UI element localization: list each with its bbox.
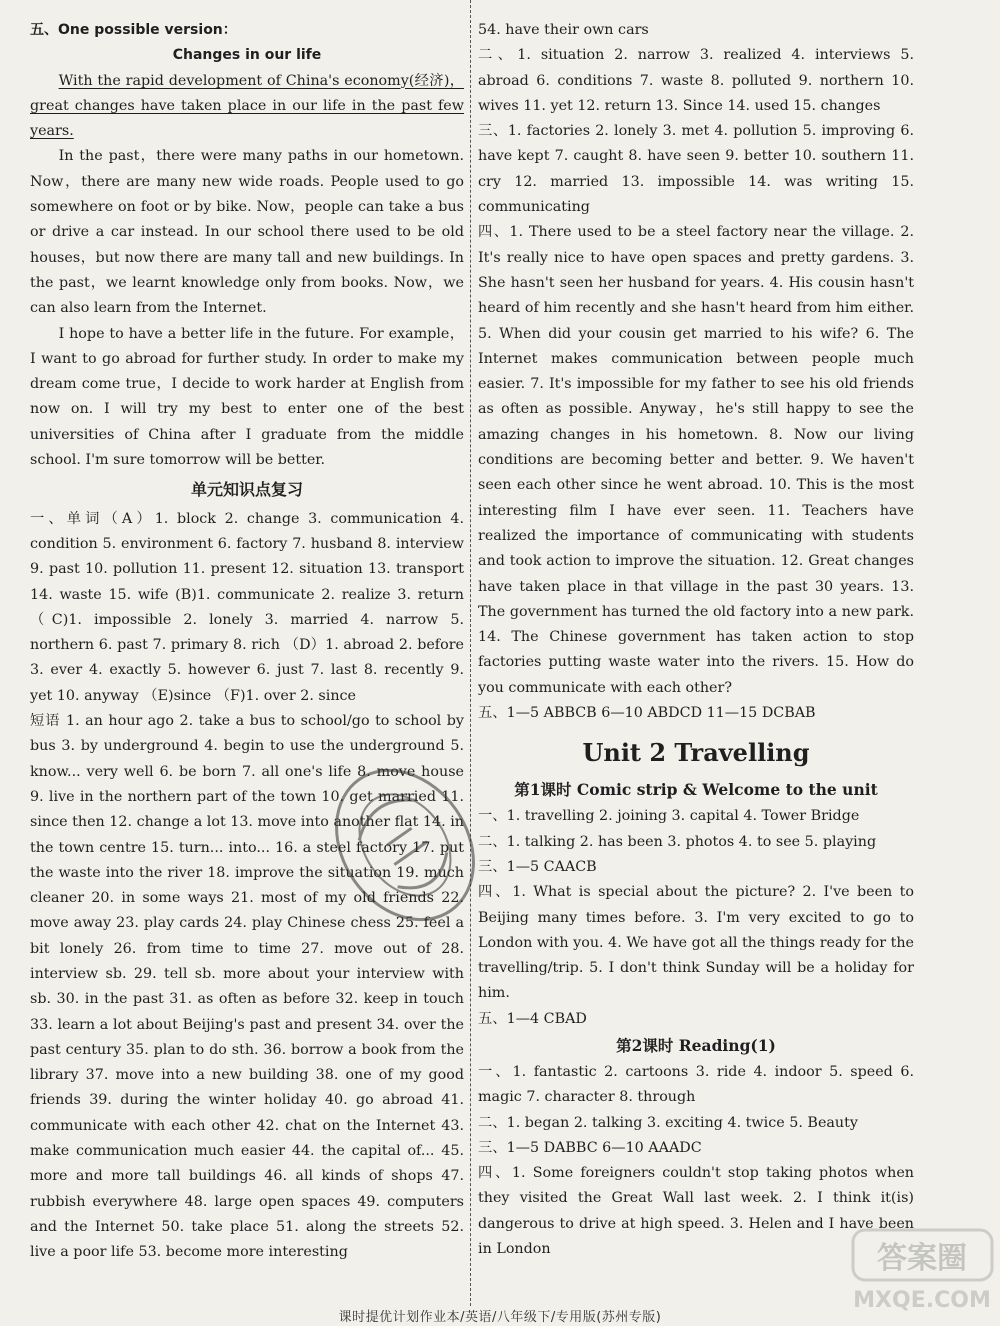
review-title: 单元知识点复习	[190, 480, 303, 500]
essay-paragraph-1: In the past，there were many paths in our hometown. Now，there are many new wide roads. People used to go somewhere on foot or by bike. Now，people can take a bus or drive a car instead. In our school there used to be old houses，but now there are many tall and new buildings. In the past，we learnt knowledge only from books. Now，we can also learn from the Internet.	[30, 148, 464, 317]
left-column	[30, 18, 464, 1266]
lesson-1-section-4: 四、1. What is special about the picture? 2. I've been to Beijing many times before. 3. I'm very excited to go to London with you. 4. We have got all the things ready for the travelling/trip. 5. I don't think Sunday will be a holiday for him.	[478, 884, 914, 1002]
lesson-2-section-3: 三、1—5 DABBC 6—10 AAADC	[478, 1139, 702, 1156]
section-4-answers: 四、1. There used to be a steel factory near the village. 2. It's really nice to have open spaces and pretty gardens. 3. She hasn't seen her husband for years. 4. His cousin hasn't heard of him recently and she hasn't heard from him either. 5. When did your cousin get married to his wife? 6. The Internet makes communication between people much easier. 7. It's impossible for my father to see his old friends as often as possible. Anyway，he's still happy to see the amazing changes in his hometown. 8. Now our living conditions are becoming better and better. 9. We haven't seen each other since he went abroad. 10. This is the most interesting film I have ever seen. 11. Teachers have realized the importance of communicating with students and took action to improve the situation. 12. Great changes have taken place in that village in the past 30 years. 13. The government has turned the old factory into a new park. 14. The Chinese government has taken action to stop factories putting waste water into the rivers. 15. How do you communicate with each other?	[478, 224, 914, 696]
lesson-2-section-1: 一、1. fantastic 2. cartoons 3. ride 4. indoor 5. speed 6. magic 7. character 8. through	[478, 1063, 914, 1106]
lesson-1-section-2: 二、1. talking 2. has been 3. photos 4. to see 5. playing	[478, 833, 877, 850]
unit-title: Unit 2 Travelling	[582, 738, 810, 768]
section-5-answers: 五、1—5 ABBCB 6—10 ABDCD 11—15 DCBAB	[478, 705, 816, 722]
page-footer: 课时提优计划作业本/英语/八年级下/专用版(苏州专版)	[338, 1310, 662, 1325]
lesson-1-section-3: 三、1—5 CAACB	[478, 858, 597, 875]
svg-text:答案圈: 答案圈	[877, 1241, 967, 1276]
essay-paragraph-2: I hope to have a better life in the future. For example，I want to go abroad for further study. In order to make my dream come true，I decide to work harder at English from now on. I will try my best to enter one of the best universities of China after I graduate from the middle school. I'm sure tomorrow will be better.	[30, 325, 464, 469]
essay-intro: With the rapid development of China's economy(经济)，great changes have taken place in our life in the past few years.	[30, 72, 464, 140]
essay-title: Changes in our life	[172, 47, 322, 64]
section-2-answers: 二、1. situation 2. narrow 3. realized 4. interviews 5. abroad 6. conditions 7. waste 8. polluted 9. northern 10. wives 11. yet 12. return 13. Since 14. used 15. changes	[478, 47, 914, 114]
lesson-2-section-4: 四、1. Some foreigners couldn't stop taking photos when they visited the Great Wall last week. 2. I think it(is) dangerous to drive at high speed. 3. Helen and I have been in London	[478, 1165, 914, 1258]
lesson-2-section-2: 二、1. began 2. talking 3. exciting 4. twice 5. Beauty	[478, 1114, 858, 1131]
site-logo	[850, 1225, 995, 1315]
lesson-1-heading: 第1课时 Comic strip & Welcome to the unit	[514, 780, 878, 800]
lesson-2-heading: 第2课时 Reading(1)	[616, 1035, 776, 1055]
phrase-answers: 短语 1. an hour ago 2. take a bus to school/go to school by bus 3. by underground 4. begin to use the underground 5. know... very well 6. be born 7. all one's life 8. move house 9. live in the northern part of the town 10. get married 11. since then 12. change a lot 13. move into another flat 14. in the town centre 15. turn... into... 16. a steel factory 17. put the waste into the river 18. improve the situation 19. much cleaner 20. in some ways 21. most of my old friends 22. move away 23. play cards 24. play Chinese chess 25. feel a bit lonely 26. from time to time 27. move out of 28. interview sb. 29. tell sb. more about your interview with sb. 30. in the past 31. as often as before 32. keep in touch 33. learn a lot about Beijing's past and present 34. over the past century 35. plan to do sth. 36. borrow a book from the library 37. move into a new building 38. one of my good friends 39. during the winter holiday 40. go abroad 41. communicate with each other 42. chat on the Internet 43. make communication much easier 44. the capital of... 45. more and more tall buildings 46. all kinds of shops 47. rubbish everywhere 48. large open spaces 49. computers and the Internet 50. take place 51. along the streets 52. live a poor life 53. become more interesting	[30, 713, 464, 1261]
section-3-answers: 三、1. factories 2. lonely 3. met 4. pollution 5. improving 6. have kept 7. caught 8. have seen 9. better 10. southern 11. cry 12. married 13. impossible 14. was writing 15. communicating	[478, 123, 914, 216]
vocabulary-answers: 一、单词（A）1. block 2. change 3. communication 4. condition 5. environment 6. factory 7. husband 8. interview 9. past 10. pollution 11. present 12. situation 13. transport 14. waste 15. wife (B)1. communicate 2. realize 3. return （C)1. impossible 2. lonely 3. married 4. narrow 5. northern 6. past 7. primary 8. rich （D）1. abroad 2. before 3. ever 4. exactly 5. however 6. just 7. last 8. recently 9. yet 10. anyway （E)since （F)1. over 2. since	[30, 510, 464, 704]
lesson-1-section-5: 五、1—4 CBAD	[478, 1010, 587, 1027]
svg-text:MXQE.COM: MXQE.COM	[853, 1288, 991, 1313]
section-5-heading: 五、One possible version：	[30, 22, 237, 38]
lesson-1-section-1: 一、1. travelling 2. joining 3. capital 4. Tower Bridge	[478, 808, 860, 825]
item-54: 54. have their own cars	[478, 22, 649, 38]
right-column	[478, 18, 914, 1262]
column-divider	[470, 0, 472, 1306]
